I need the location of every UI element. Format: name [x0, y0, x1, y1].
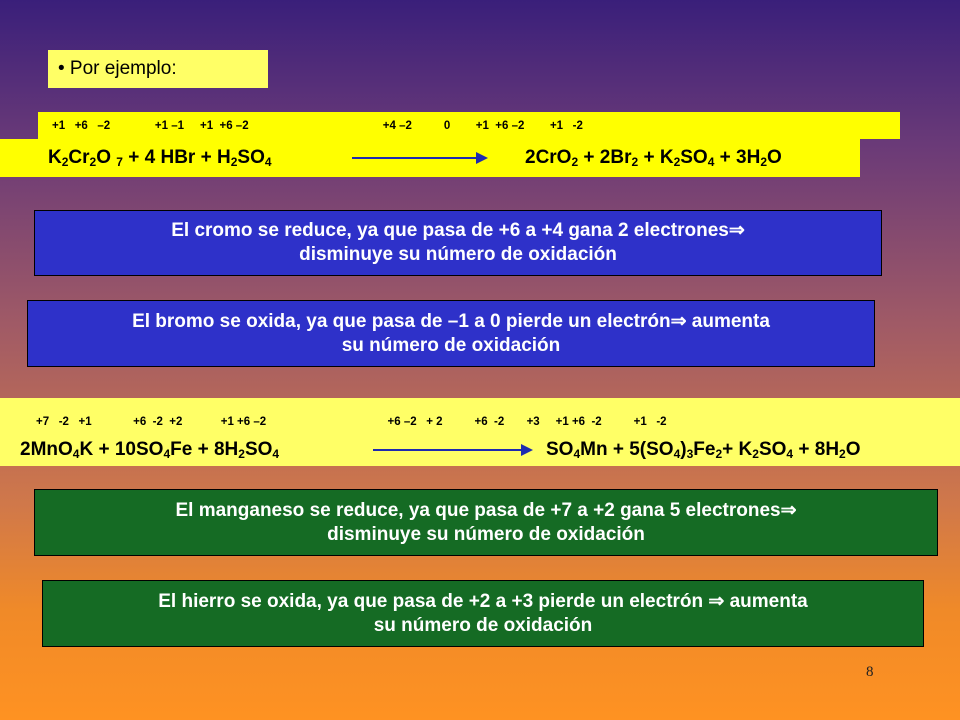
implies-arrow-icon: ⇒: [708, 590, 725, 612]
eq1-products: $2CrO_2 + 2Br_2 + K_2SO_4 + 3H_2O$: [525, 147, 782, 169]
implies-arrow-icon: ⇒: [780, 499, 797, 521]
box3-line1: El manganeso se reduce, ya que pasa de +7 a +2 gana 5 electrones: [175, 499, 781, 521]
box2-line1-end: aumenta: [686, 310, 770, 332]
intro-label: • Por ejemplo:: [48, 50, 268, 88]
box1-line2: disminuye su número de oxidación: [299, 244, 617, 265]
chromium-reduction-box: [34, 210, 882, 276]
box1-line1: El cromo se reduce, ya que pasa de +6 a +4 gana 2 electrones: [171, 220, 729, 241]
eq1-oxidation-numbers: [38, 112, 900, 139]
bromine-oxidation-box: [27, 300, 875, 367]
box4-line2: su número de oxidación: [373, 614, 593, 636]
eq1-reactants: $K_2Cr_2O$ $_7$ + 4 HBr + $H_2SO_4$: [48, 147, 272, 169]
manganese-reduction-box: [34, 489, 938, 556]
eq2-oxidation-numbers: [0, 411, 960, 433]
iron-oxidation-box: [42, 580, 924, 647]
box3-line2: disminuye su número de oxidación: [327, 523, 645, 545]
eq2-reactants: $2MnO_4K + 10SO_4Fe + 8H_2SO_4$: [20, 439, 280, 461]
eq1-ox-text: +1 +6 –2 +1 –1 +1 +6 –2 +4 –2 0 +1 +6 –2 +1 -2: [52, 119, 583, 132]
reaction-arrow-icon: [373, 443, 533, 457]
eq2-products: $SO_4Mn + 5(SO_4)_3Fe_2+ K_2SO_4 + 8H_2O$: [546, 439, 861, 461]
implies-arrow-icon: ⇒: [728, 220, 745, 241]
box2-line2: su número de oxidación: [341, 334, 561, 356]
reaction-arrow-icon: [352, 151, 488, 165]
box4-line1-end: aumenta: [724, 590, 808, 612]
implies-arrow-icon: ⇒: [670, 310, 687, 332]
box2-line1: El bromo se oxida, ya que pasa de –1 a 0 pierde un electrón: [132, 310, 671, 332]
eq2-ox-text: +7 -2 +1 +6 -2 +2 +1 +6 –2 +6 –2 + 2 +6 -2 +3 +1 +6 -2 +1 -2: [36, 416, 667, 428]
page-number: 8: [866, 664, 874, 680]
eq1-equation: [0, 139, 860, 177]
eq2-equation: [0, 434, 960, 466]
box4-line1: El hierro se oxida, ya que pasa de +2 a +3 pierde un electrón: [158, 590, 709, 612]
